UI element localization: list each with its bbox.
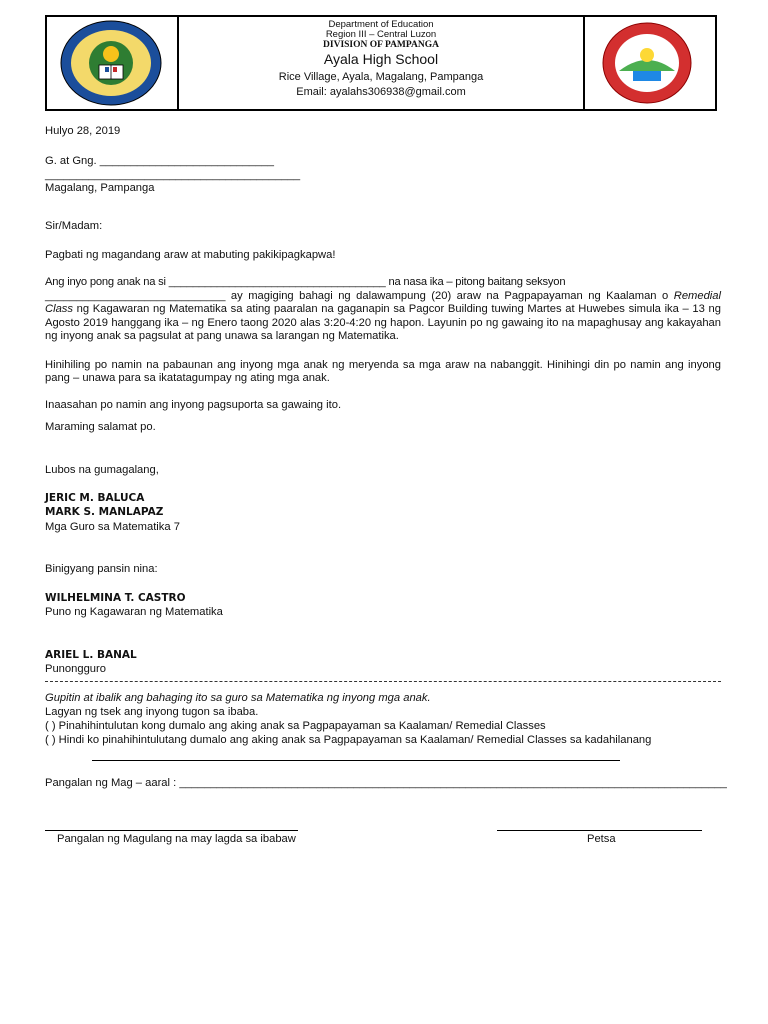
closing: Lubos na gumagalang, [45, 464, 159, 476]
paragraph-1-end: ng Kagawaran ng Matematika sa ating paaralan na gaganapin sa Pagcor Building tuwing Martes at Huwebes simula ika – 13 ng Agosto 2019 hanggang ika – ng Enero taong 2020 alas 3:20-4:20 ng hapon. Layunin po ng gawaing ito na mapaghusay ang kakayahan ng inyong anak sa pagsulat at pang unawa sa larangan ng Matematika. [45, 303, 721, 343]
school-seal-cell [583, 17, 715, 109]
signatory-title: Mga Guro sa Matematika 7 [45, 521, 180, 533]
school-address: Rice Village, Ayala, Magalang, Pampanga [278, 71, 484, 83]
letterhead [45, 15, 717, 111]
option-allow[interactable]: ( ) Pinahihintulutan kong dumalo ang aking anak sa Pagpapayaman sa Kaalaman/ Remedial Classes [45, 720, 546, 732]
signatory-1: JERIC M. BALUCA [45, 492, 145, 504]
noted-by-label: Binigyang pansin nina: [45, 563, 158, 575]
paragraph-3: Inaasahan po namin ang inyong pagsuporta sa gawaing ito. [45, 399, 342, 411]
region-name: Region III – Central Luzon [325, 29, 437, 40]
division-name: DIVISION OF PAMPANGA [323, 40, 439, 50]
deped-seal-icon [59, 18, 163, 108]
school-name: Ayala High School [323, 51, 439, 67]
department-head-name: WILHELMINA T. CASTRO [45, 592, 186, 604]
paragraph-1 [45, 290, 721, 344]
slip-instruction: Gupitin at ibalik ang bahaging ito sa guro sa Matematika ng inyong mga anak. [45, 692, 431, 704]
parent-signature-label: Pangalan ng Magulang na may lagda sa ibabaw [57, 833, 296, 845]
paragraph-1-start: _____________________________ ay magiging bahagi ng dalawampung (20) araw na Pagpapayaman ng Kaalaman o [45, 290, 674, 302]
principal-title: Punongguro [45, 663, 106, 675]
student-name-field[interactable]: Pangalan ng Mag – aaral : ________________________________________________________________________________________ [45, 777, 727, 789]
reason-line[interactable] [92, 760, 620, 761]
cut-line [45, 681, 721, 682]
recipient-place: Magalang, Pampanga [45, 182, 155, 194]
date-line[interactable] [497, 830, 702, 831]
paragraph-2: Hinihiling po namin na pabaunan ang inyong mga anak ng meryenda sa mga araw na nabanggit. Hinihingi din po namin ang inyong pang – unawa para sa ikatatagumpay ng ating mga anak. [45, 359, 721, 385]
recipient-line: G. at Gng. ____________________________ [45, 155, 274, 167]
recipient-blank-line: _________________________________________ [45, 169, 301, 181]
option-deny[interactable]: ( ) Hindi ko pinahihintulutang dumalo ang aking anak sa Pagpapayaman sa Kaalaman/ Remedial Classes sa kadahilanang [45, 734, 652, 746]
principal-name: ARIEL L. BANAL [45, 649, 137, 661]
parent-signature-line[interactable] [45, 830, 298, 831]
signatory-2: MARK S. MANLAPAZ [45, 506, 164, 518]
greeting: Pagbati ng magandang araw at mabuting pakikipagkapwa! [45, 249, 336, 261]
letterhead-text [179, 17, 583, 109]
salutation: Sir/Madam: [45, 220, 103, 232]
letter-date: Hulyo 28, 2019 [45, 125, 121, 137]
department-head-title: Puno ng Kagawaran ng Matematika [45, 606, 223, 618]
school-seal-icon [599, 19, 695, 107]
remedial-class-term: Remedial Class [45, 290, 721, 316]
deped-seal-cell [47, 17, 179, 109]
paragraph-4: Maraming salamat po. [45, 421, 156, 433]
paragraph-1-first-line: Ang inyo pong anak na si ____________________________________ na nasa ika – pitong baitang seksyon [45, 276, 566, 288]
slip-check-instruction: Lagyan ng tsek ang inyong tugon sa ibaba. [45, 706, 259, 718]
date-label: Petsa [587, 833, 616, 845]
school-email: Email: ayalahs306938@gmail.com [296, 86, 466, 98]
department-name: Department of Education [328, 19, 434, 30]
